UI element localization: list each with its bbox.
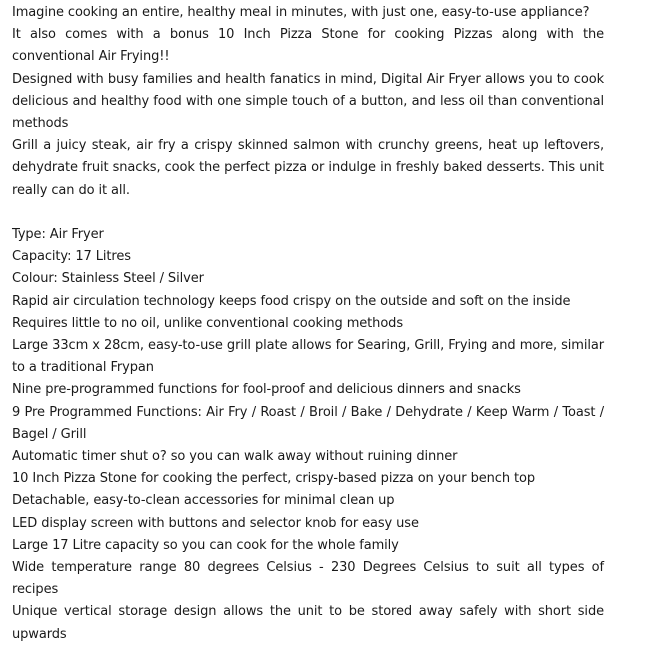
product-description — [12, 2, 604, 646]
spec-line: Large 17 Litre capacity so you can cook for the whole family — [12, 537, 399, 553]
spec-line: Rapid air circulation technology keeps food crispy on the outside and soft on the inside — [12, 293, 571, 309]
intro-paragraph: Designed with busy families and health fanatics in mind, Digital Air Fryer allows you to cook delicious and healthy food with one simple touch of a button, and less oil than conventional methods — [12, 71, 604, 132]
spec-line: Capacity: 17 Litres — [12, 249, 131, 265]
spec-line: Colour: Stainless Steel / Silver — [12, 271, 204, 287]
spec-line: Large 33cm x 28cm, easy-to-use grill plate allows for Searing, Grill, Frying and more, similar to a traditional Frypan — [12, 338, 604, 376]
spec-line: Requires little to no oil, unlike conventional cooking methods — [12, 315, 403, 331]
spec-line: Type: Air Fryer — [12, 227, 104, 243]
intro-paragraph: Grill a juicy steak, air fry a crispy skinned salmon with crunchy greens, heat up leftovers, dehydrate fruit snacks, cook the perfect pizza or indulge in freshly baked desserts. This unit really can do it all. — [12, 138, 604, 198]
intro-paragraph: It also comes with a bonus 10 Inch Pizza Stone for cooking Pizzas along with the conventional Air Frying!! — [12, 27, 604, 65]
spec-line: Nine pre-programmed functions for fool-proof and delicious dinners and snacks — [12, 382, 521, 398]
spec-line: 9 Pre Programmed Functions: Air Fry / Roast / Broil / Bake / Dehydrate / Keep Warm / Toast / Bagel / Grill — [12, 404, 604, 442]
intro-paragraph: Imagine cooking an entire, healthy meal in minutes, with just one, easy-to-use appliance? — [12, 5, 590, 20]
spec-line: Detachable, easy-to-clean accessories for minimal clean up — [12, 493, 395, 509]
spec-line: Unique vertical storage design allows the unit to be stored away safely with short side upwards — [12, 604, 604, 642]
spec-line: Automatic timer shut o? so you can walk away without ruining dinner — [12, 449, 458, 465]
spec-line: LED display screen with buttons and selector knob for easy use — [12, 515, 419, 531]
blank-line — [12, 202, 604, 224]
spec-line: 10 Inch Pizza Stone for cooking the perfect, crispy-based pizza on your bench top — [12, 471, 535, 487]
spec-line: Wide temperature range 80 degrees Celsius - 230 Degrees Celsius to suit all types of recipes — [12, 560, 604, 598]
